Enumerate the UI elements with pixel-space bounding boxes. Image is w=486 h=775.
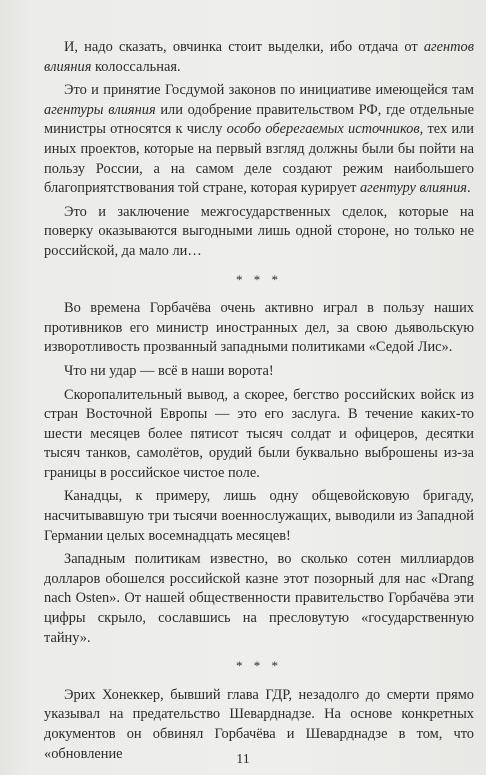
- italic-phrase: особо оберегаемых источников: [226, 121, 420, 138]
- paragraph: Западным политикам известно, во сколько сотен миллиардов долларов обошелся российской казне этот позорный для нас «Drang nach Osten». От нашей общественности правительство Горбачёва эти цифры скрыло, сославшись на пресловутую «государственную тайну».: [44, 551, 474, 646]
- paragraph: Во времена Горбачёва очень активно играл в пользу наших противников его министр иностранных дел, за свою дьявольскую изворотливость прозванный западными политиками «Седой Лис».: [44, 300, 474, 356]
- italic-phrase: агентуру влияния: [359, 180, 467, 197]
- page-number: 11: [236, 752, 250, 767]
- paragraph: Это и заключение межгосударственных сделок, которые на поверку оказываются выгодными лишь одной стороне, но только не российской, да мало ли…: [44, 203, 474, 259]
- paragraph: И, надо сказать, овчинка стоит выделки, ибо отдача от агентов влияния колоссальная.: [44, 39, 474, 75]
- paragraph: Это и принятие Госдумой законов по инициативе имеющейся там агентуры влияния или одобрение правительством РФ, где отдельные министры относятся к числу особо оберегаемых источников, тех или иных проектов, которые на первый взгляд должны были бы пойти на пользу России, а на самом деле создают режим наибольшего благоприятствования той стране, которая курирует агентуру влияния.: [44, 82, 474, 197]
- section-separator: * * *: [236, 658, 282, 674]
- italic-phrase: агентуры влияния: [44, 101, 156, 118]
- paragraph: Эрих Хонеккер, бывший глава ГДР, незадолго до смерти прямо указывал на предательство Шеварднадзе. На основе конкретных документов он обвинял Горбачёва и Шеварднадзе в том, что «обновление: [44, 686, 474, 762]
- section-separator: * * *: [236, 271, 282, 287]
- body-text: [44, 38, 474, 768]
- paragraph: Что ни удар — всё в наши ворота!: [64, 362, 274, 379]
- italic-phrase: агентов влияния: [44, 39, 474, 75]
- paragraph: Канадцы, к примеру, лишь одну общевойсковую бригаду, насчитывавшую три тысячи военнослужащих, выводили из Западной Германии целых восемнадцать месяцев!: [44, 488, 474, 544]
- paragraph: Скоропалительный вывод, а скорее, бегство российских войск из стран Восточной Европы — это его заслуга. В течение каких-то шести месяцев более пятисот тысяч солдат и офицеров, десятки тысяч танков, самолётов, орудий были буквально выброшены из-за границы в российское чистое поле.: [44, 386, 474, 481]
